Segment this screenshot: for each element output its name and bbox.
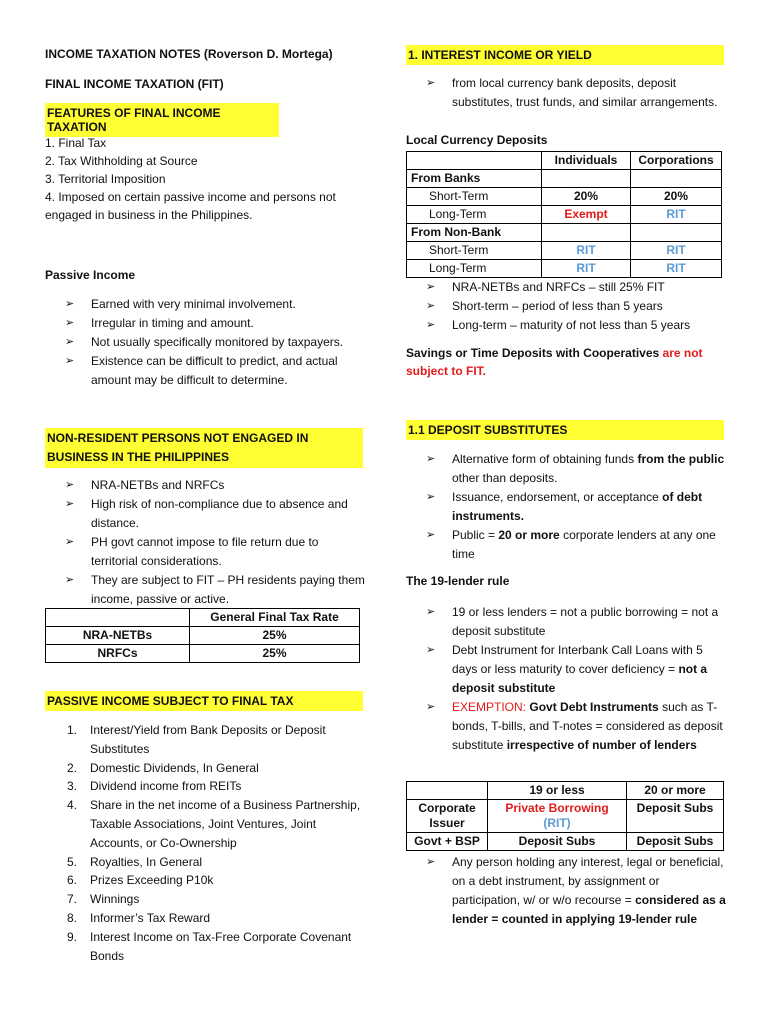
- arrow-bullet-icon: ➢: [426, 701, 436, 713]
- nineteen-lender-rule-list: [406, 603, 726, 755]
- list-item: ➢ They are subject to FIT – PH residents paying them income, passive or active.: [65, 573, 365, 606]
- document-subtitle: FINAL INCOME TAXATION (FIT): [45, 77, 224, 91]
- arrow-bullet-icon: ➢: [426, 529, 436, 541]
- list-item: 6. Prizes Exceeding P10k: [67, 873, 214, 888]
- list-item: 1. Interest/Yield from Bank Deposits or Deposit Substitutes: [67, 723, 326, 756]
- list-item: ➢ 19 or less lenders = not a public borrowing = not a deposit substitute: [426, 605, 719, 638]
- features-heading: FEATURES OF FINAL INCOME TAXATION: [45, 103, 279, 137]
- list-item: 8. Informer’s Tax Reward: [67, 910, 211, 925]
- local-currency-deposits-heading: Local Currency Deposits: [406, 133, 548, 147]
- nineteen-lender-rule-heading: The 19-lender rule: [406, 574, 510, 588]
- list-item: ➢ Long-term – maturity of not less than 5 years: [426, 316, 726, 335]
- feature-item: 1. Final Tax: [45, 136, 107, 150]
- local-currency-notes-list: [406, 278, 726, 335]
- non-resident-list: [45, 476, 365, 609]
- features-list: [45, 134, 365, 224]
- arrow-bullet-icon: ➢: [65, 479, 75, 491]
- list-item: 9. Interest Income on Tax-Free Corporate Covenant Bonds: [67, 929, 352, 963]
- arrow-bullet-icon: ➢: [65, 498, 75, 510]
- passive-income-heading: Passive Income: [45, 268, 136, 282]
- feature-item: 3. Territorial Imposition: [45, 172, 166, 186]
- feature-item: 2. Tax Withholding at Source: [45, 154, 198, 168]
- list-item: ➢ Any person holding any interest, legal or beneficial, on a debt instrument, by assignment or participation, w/ or w/o recourse = considered as a lender = counted in applying 19-lender rule: [426, 855, 726, 926]
- table-header-cell: [46, 609, 190, 627]
- arrow-bullet-icon: ➢: [426, 300, 436, 312]
- list-item: ➢ NRA-NETBs and NRFCs: [65, 476, 365, 495]
- table-header-cell: General Final Tax Rate: [190, 609, 360, 627]
- list-item: ➢ Earned with very minimal involvement.: [65, 295, 365, 314]
- list-item: ➢ Short-term – period of less than 5 years: [426, 297, 726, 316]
- arrow-bullet-icon: ➢: [426, 856, 436, 868]
- arrow-bullet-icon: ➢: [65, 574, 75, 586]
- interest-income-heading: 1. INTEREST INCOME OR YIELD: [406, 45, 724, 65]
- local-currency-deposits-table: Individuals Corporations From Banks Short-Term 20% 20% Long-Term Exempt RIT From Non-Bank Short-Term RIT RIT Long-Term RIT RIT: [406, 151, 722, 278]
- deposit-substitutes-heading: 1.1 DEPOSIT SUBSTITUTES: [406, 420, 724, 440]
- non-resident-heading: NON-RESIDENT PERSONS NOT ENGAGED IN BUSINESS IN THE PHILIPPINES: [45, 428, 363, 468]
- arrow-bullet-icon: ➢: [426, 491, 436, 503]
- list-item: ➢ from local currency bank deposits, deposit substitutes, trust funds, and similar arrangements.: [426, 76, 718, 109]
- table-row: Long-Term Exempt RIT: [407, 206, 722, 224]
- list-item: ➢ Alternative form of obtaining funds from the public other than deposits.: [426, 452, 725, 485]
- arrow-bullet-icon: ➢: [426, 319, 436, 331]
- subject-items-list: [45, 721, 365, 965]
- passive-income-list: [45, 295, 365, 390]
- list-item: ➢ EXEMPTION: Govt Debt Instruments such as T-bonds, T-bills, and T-notes = considered as deposit substitute irrespective of number of lenders: [426, 700, 723, 752]
- deposit-substitutes-list: [406, 450, 726, 564]
- arrow-bullet-icon: ➢: [65, 355, 75, 367]
- table-row: NRFCs 25%: [46, 645, 360, 663]
- table-row: From Banks: [407, 170, 722, 188]
- list-item: ➢ Not usually specifically monitored by taxpayers.: [65, 333, 365, 352]
- arrow-bullet-icon: ➢: [426, 644, 436, 656]
- list-item: ➢ High risk of non-compliance due to absence and distance.: [65, 497, 348, 530]
- document-title: INCOME TAXATION NOTES (Roverson D. Mortega): [45, 47, 333, 61]
- arrow-bullet-icon: ➢: [426, 453, 436, 465]
- table-row: NRA-NETBs 25%: [46, 627, 360, 645]
- list-item: 4. Share in the net income of a Business Partnership, Taxable Associations, Joint Ventures, Joint Accounts, or Co-Ownership: [67, 798, 361, 850]
- list-item: ➢ NRA-NETBs and NRFCs – still 25% FIT: [426, 278, 726, 297]
- arrow-bullet-icon: ➢: [426, 77, 436, 89]
- table-row: From Non-Bank: [407, 224, 722, 242]
- list-item: 7. Winnings: [67, 892, 140, 907]
- arrow-bullet-icon: ➢: [65, 536, 75, 548]
- cooperatives-note: Savings or Time Deposits with Cooperatives are not subject to FIT.: [406, 346, 703, 378]
- list-item: ➢ Irregular in timing and amount.: [65, 314, 365, 333]
- lender-definition-list: [406, 853, 726, 929]
- lender-rule-table: 19 or less 20 or more Corporate Issuer Private Borrowing (RIT) Deposit Subs Govt + BSP Deposit Subs Deposit Subs: [406, 781, 724, 851]
- list-item: ➢ Issuance, endorsement, or acceptance of debt instruments.: [426, 490, 703, 523]
- interest-income-list: [406, 74, 726, 112]
- feature-item: 4. Imposed on certain passive income and persons not engaged in business in the Philippines.: [45, 190, 336, 222]
- arrow-bullet-icon: ➢: [65, 317, 75, 329]
- list-item: ➢ Debt Instrument for Interbank Call Loans with 5 days or less maturity to cover deficiency = not a deposit substitute: [426, 643, 708, 695]
- arrow-bullet-icon: ➢: [65, 298, 75, 310]
- arrow-bullet-icon: ➢: [65, 336, 75, 348]
- list-item: 3. Dividend income from REITs: [67, 779, 242, 794]
- table-row: Corporate Issuer Private Borrowing (RIT) Deposit Subs: [407, 800, 724, 833]
- passive-income-subject-heading: PASSIVE INCOME SUBJECT TO FINAL TAX: [45, 691, 363, 711]
- list-item: 5. Royalties, In General: [67, 854, 203, 869]
- list-item: ➢ Public = 20 or more corporate lenders at any one time: [426, 528, 716, 561]
- arrow-bullet-icon: ➢: [426, 606, 436, 618]
- table-row: Govt + BSP Deposit Subs Deposit Subs: [407, 833, 724, 851]
- table-row: Short-Term 20% 20%: [407, 188, 722, 206]
- table-row: Short-Term RIT RIT: [407, 242, 722, 260]
- table-row: Long-Term RIT RIT: [407, 260, 722, 278]
- arrow-bullet-icon: ➢: [426, 281, 436, 293]
- list-item: ➢ PH govt cannot impose to file return due to territorial considerations.: [65, 535, 319, 568]
- list-item: ➢ Existence can be difficult to predict, and actual amount may be difficult to determine.: [65, 354, 338, 387]
- list-item: 2. Domestic Dividends, In General: [67, 760, 259, 775]
- final-tax-rate-table: [45, 608, 360, 663]
